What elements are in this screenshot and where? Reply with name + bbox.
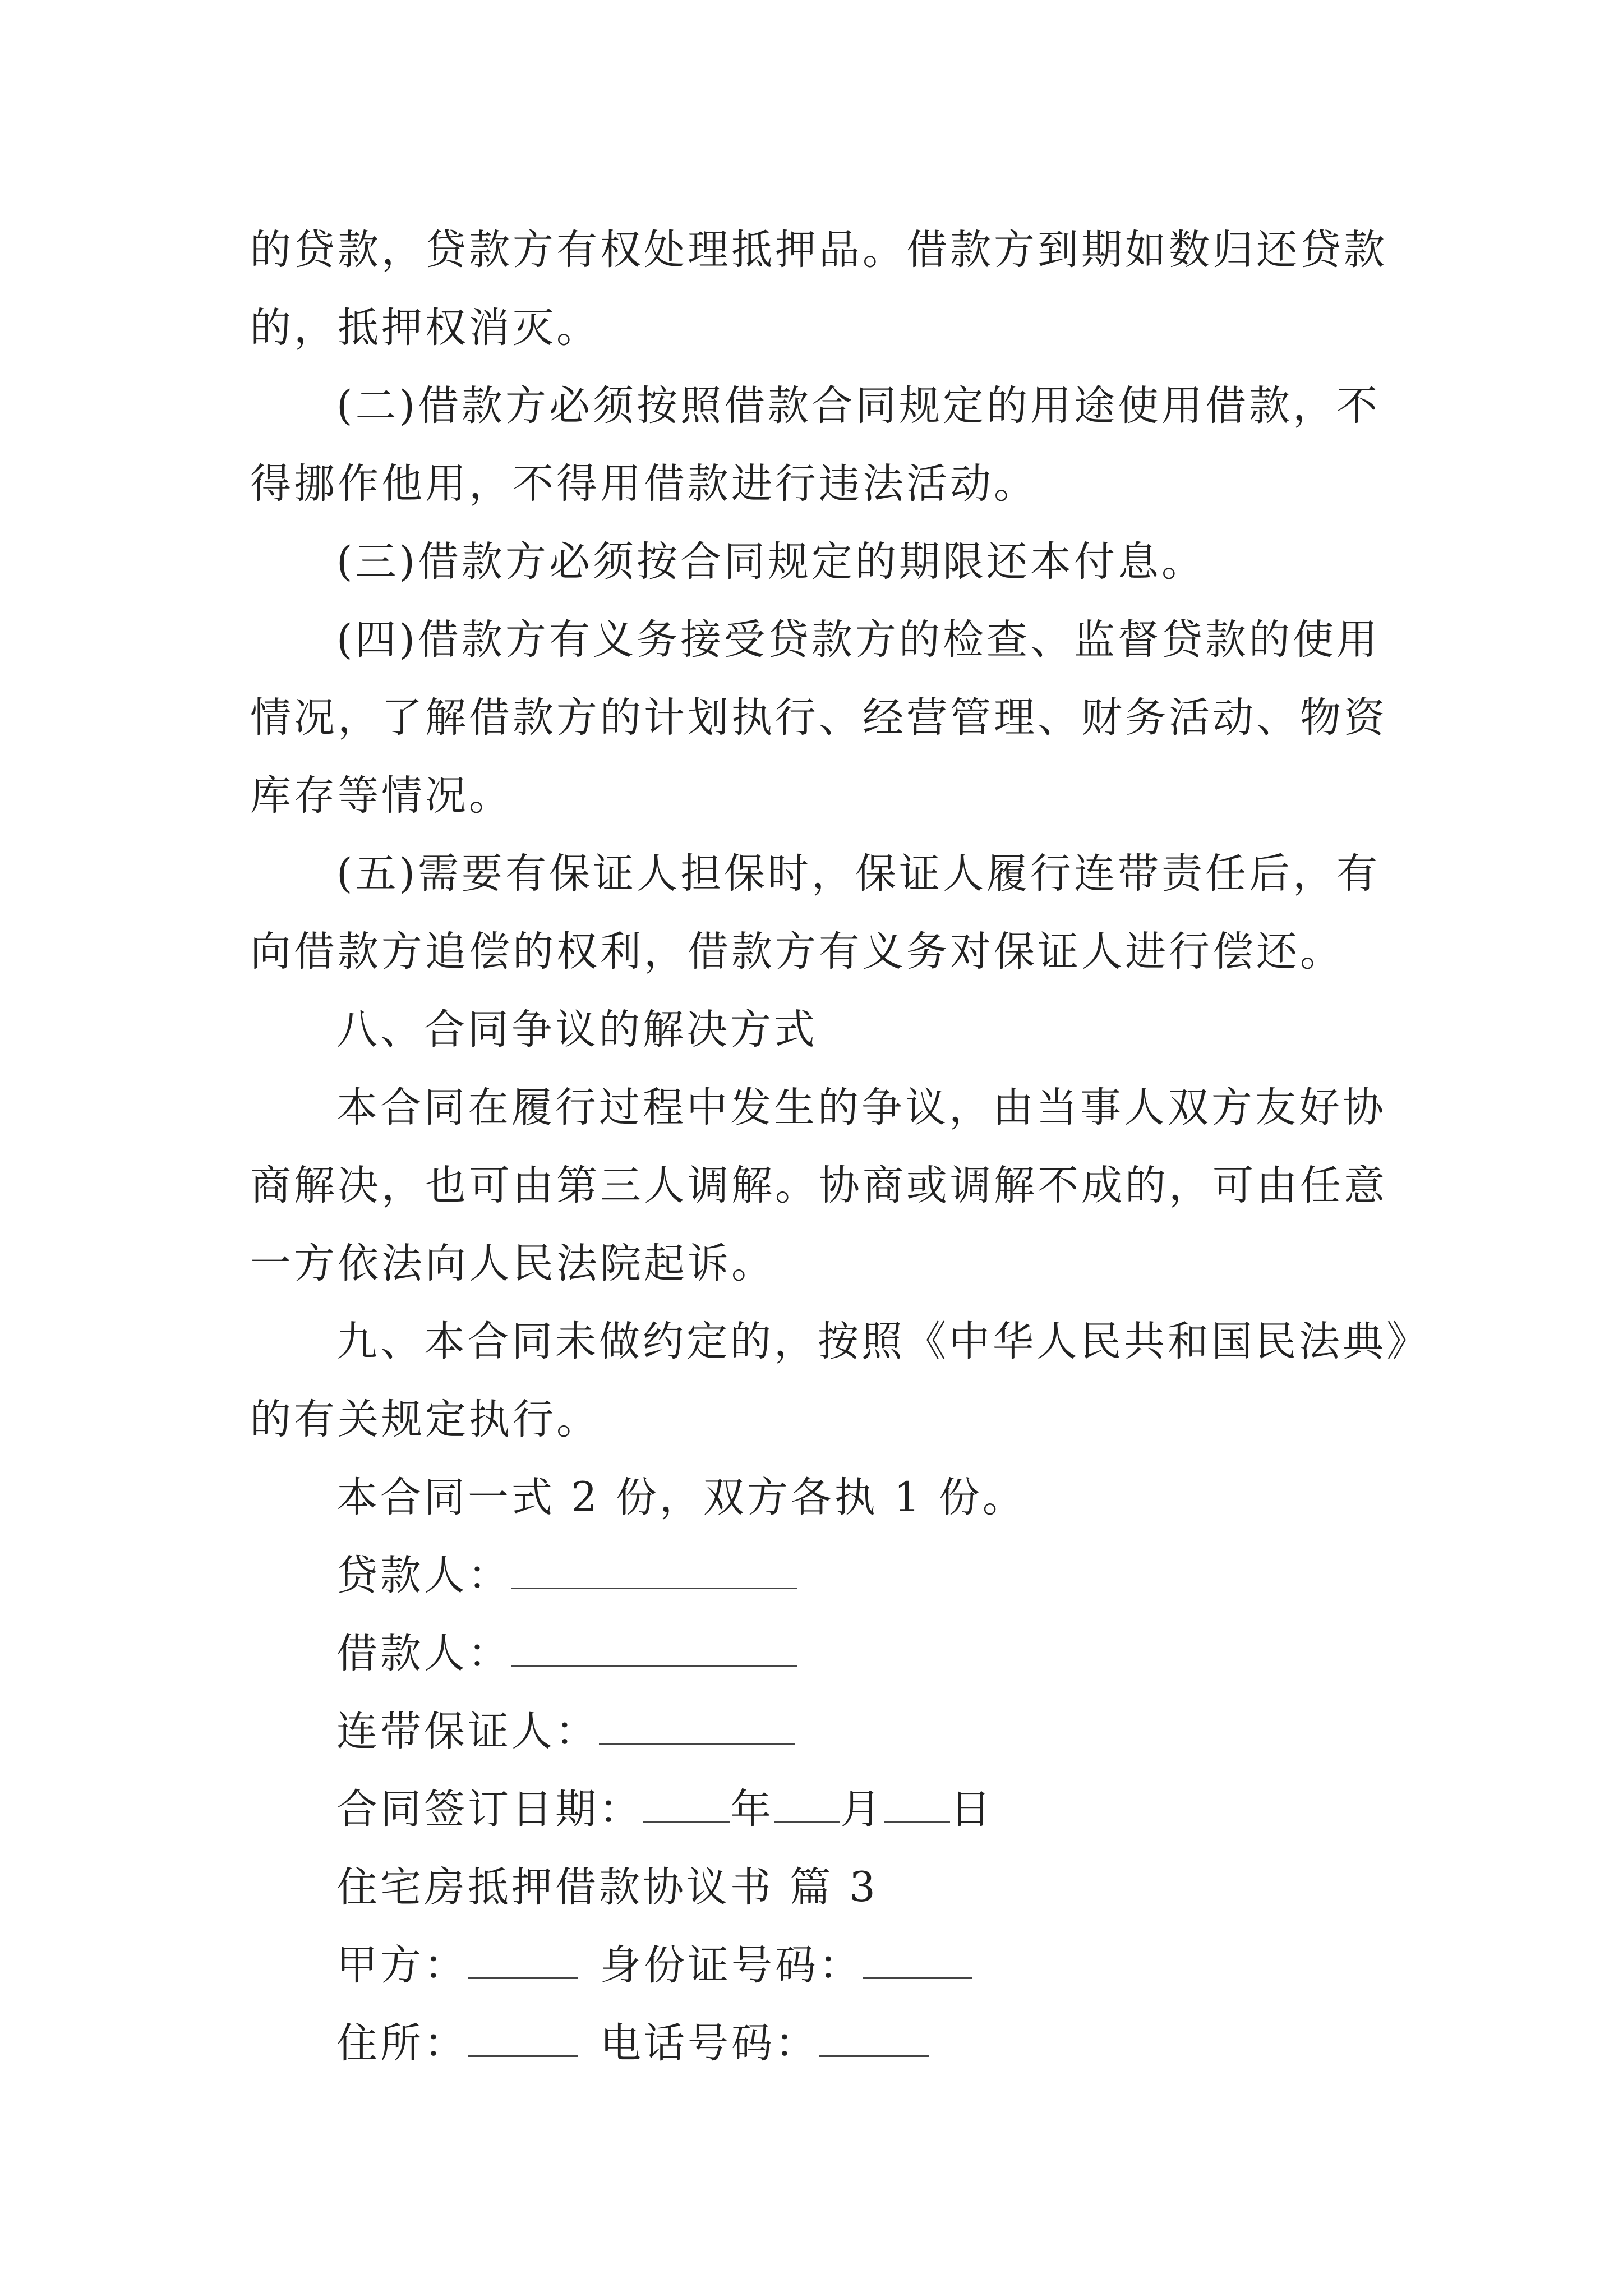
- guarantor-blank[interactable]: [599, 1709, 795, 1745]
- paragraph-line: 商解决，也可由第三人调解。协商或调解不成的，可由任意: [250, 1162, 1387, 1209]
- phone-blank[interactable]: [819, 2021, 929, 2057]
- paragraph-line: 九、本合同未做约定的，按照《中华人民共和国民法典》: [336, 1318, 1430, 1365]
- paragraph-line: (二)借款方必须按照借款合同规定的用途使用借款，不: [336, 382, 1380, 430]
- address-row: [250, 2004, 1389, 2082]
- paragraph-line: (四)借款方有义务接受贷款方的检查、监督贷款的使用: [336, 616, 1380, 664]
- paragraph-line: 库存等情况。: [250, 772, 513, 820]
- document-title: 住宅房抵押借款协议书 篇 3: [336, 1864, 878, 1911]
- party-a-row: [250, 1926, 1389, 2004]
- section-heading: 八、合同争议的解决方式: [336, 1006, 818, 1053]
- paragraph-line: 本合同在履行过程中发生的争议，由当事人双方友好协: [336, 1084, 1386, 1131]
- paragraph-line: 向借款方追偿的权利，借款方有义务对保证人进行偿还。: [250, 928, 1344, 976]
- borrower-blank[interactable]: [511, 1631, 797, 1667]
- id-number-blank[interactable]: [863, 1943, 972, 1979]
- party-a-blank[interactable]: [468, 1943, 578, 1979]
- party-a-label: 甲方：: [336, 1941, 468, 1989]
- day-label: 日: [950, 1786, 994, 1833]
- document-body: [250, 211, 1430, 2082]
- year-blank[interactable]: [643, 1787, 730, 1823]
- phone-label: 电话号码：: [600, 2019, 819, 2067]
- lender-signature-row: [250, 1536, 1389, 1614]
- paragraph-line: (三)借款方必须按合同规定的期限还本付息。: [336, 538, 1205, 586]
- sign-date-row: [250, 1770, 1389, 1848]
- sign-date-label: 合同签订日期：: [336, 1786, 643, 1833]
- paragraph-line: (五)需要有保证人担保时，保证人履行连带责任后，有: [336, 850, 1380, 898]
- lender-label: 贷款人：: [336, 1552, 511, 1599]
- guarantor-signature-row: [250, 1692, 1389, 1770]
- day-blank[interactable]: [884, 1787, 950, 1823]
- paragraph-line: 情况，了解借款方的计划执行、经营管理、财务活动、物资: [250, 694, 1387, 742]
- month-blank[interactable]: [774, 1787, 840, 1823]
- address-blank[interactable]: [468, 2021, 578, 2057]
- paragraph-line: 一方依法向人民法院起诉。: [250, 1240, 775, 1287]
- address-label: 住所：: [336, 2019, 468, 2067]
- borrower-signature-row: [250, 1614, 1389, 1692]
- year-label: 年: [730, 1786, 774, 1833]
- borrower-label: 借款人：: [336, 1630, 511, 1677]
- copies-statement: 本合同一式 2 份，双方各执 1 份。: [336, 1474, 1026, 1521]
- paragraph-line: 的，抵押权消灭。: [250, 304, 600, 352]
- paragraph-line: 得挪作他用，不得用借款进行违法活动。: [250, 460, 1038, 508]
- paragraph-line: 的有关规定执行。: [250, 1396, 600, 1443]
- paragraph-line: 的贷款，贷款方有权处理抵押品。借款方到期如数归还贷款: [250, 226, 1387, 274]
- month-label: 月: [840, 1786, 884, 1833]
- id-number-label: 身份证号码：: [600, 1941, 863, 1989]
- lender-blank[interactable]: [511, 1553, 797, 1589]
- guarantor-label: 连带保证人：: [336, 1708, 599, 1755]
